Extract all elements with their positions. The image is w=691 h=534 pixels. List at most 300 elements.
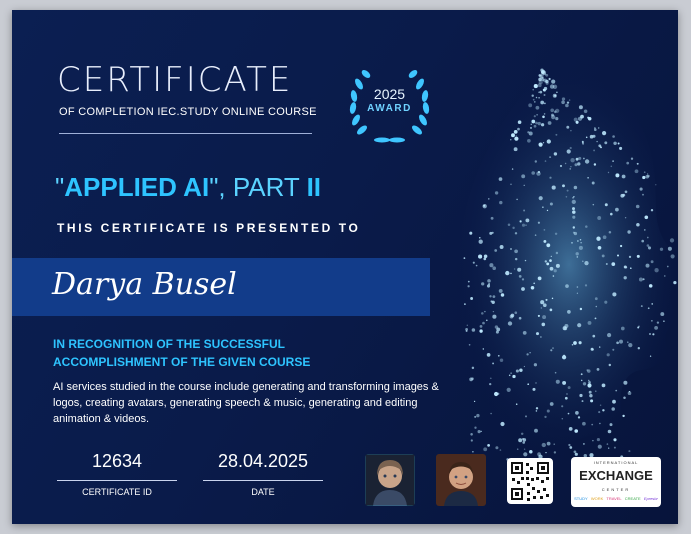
particle-dot [481, 282, 484, 285]
particle-dot [542, 443, 546, 447]
particle-dot [654, 326, 658, 330]
particle-dot [586, 369, 588, 371]
particle-dot [479, 237, 481, 239]
particle-dot [598, 445, 602, 449]
particle-dot [523, 331, 527, 335]
particle-dot [542, 323, 546, 327]
particle-dot [476, 414, 479, 417]
particle-dot [610, 213, 613, 216]
particle-dot [478, 430, 481, 433]
particle-dot [579, 341, 582, 344]
particle-dot [536, 114, 538, 116]
particle-dot [612, 292, 616, 296]
particle-dot [568, 413, 570, 415]
particle-dot [590, 399, 593, 402]
particle-dot [639, 278, 643, 282]
particle-dot [581, 373, 583, 375]
particle-dot [565, 104, 569, 108]
particle-dot [565, 284, 569, 288]
particle-dot [670, 238, 674, 242]
particle-dot [648, 246, 651, 249]
particle-dot [498, 355, 500, 357]
particle-dot [607, 443, 609, 445]
particle-dot [507, 388, 511, 392]
particle-dot [572, 200, 576, 204]
recognition-line-2: ACCOMPLISHMENT OF THE GIVEN COURSE [53, 355, 311, 369]
particle-dot [547, 442, 551, 446]
particle-dot [583, 158, 585, 160]
particle-dot [536, 407, 538, 409]
particle-dot [467, 285, 469, 287]
particle-dot [617, 254, 619, 256]
course-title [55, 172, 321, 203]
particle-dot [599, 346, 600, 347]
particle-dot [576, 252, 579, 255]
particle-dot [545, 260, 547, 262]
particle-dot [573, 196, 574, 197]
particle-dot [543, 303, 547, 307]
particle-dot [499, 177, 503, 181]
particle-dot [605, 203, 608, 206]
particle-dot [517, 128, 520, 131]
particle-dot [609, 364, 611, 366]
particle-dot [647, 173, 648, 174]
particle-dot [490, 377, 492, 379]
particle-dot [470, 297, 473, 300]
particle-dot [552, 347, 554, 349]
particle-dot [542, 116, 545, 119]
particle-dot [515, 135, 516, 136]
particle-dot [538, 222, 540, 224]
particle-dot [619, 147, 622, 150]
particle-dot [534, 125, 537, 128]
particle-dot [602, 409, 604, 411]
particle-dot [518, 438, 522, 442]
particle-dot [607, 353, 610, 356]
particle-dot [527, 383, 529, 385]
particle-dot [562, 418, 563, 419]
logo-tag: WORK [590, 496, 604, 501]
particle-dot [625, 217, 626, 218]
particle-dot [564, 327, 567, 330]
particle-dot [544, 94, 546, 96]
particle-dot [495, 446, 498, 449]
particle-dot [585, 159, 589, 163]
particle-dot [488, 283, 490, 285]
particle-dot [542, 206, 543, 207]
particle-dot [572, 344, 574, 346]
particle-dot [509, 375, 511, 377]
particle-dot [556, 380, 560, 384]
divider [59, 133, 312, 134]
particle-dot [568, 444, 570, 446]
particle-dot [533, 282, 535, 284]
particle-dot [638, 325, 640, 327]
particle-dot [580, 242, 581, 243]
particle-dot [599, 423, 600, 424]
particle-dot [529, 352, 530, 353]
particle-dot [482, 322, 485, 325]
particle-dot [489, 295, 491, 297]
particle-dot [593, 204, 595, 206]
particle-dot [556, 92, 558, 94]
particle-dot [573, 232, 575, 234]
particle-dot [547, 409, 550, 412]
particle-dot [553, 275, 555, 277]
particle-dot [566, 126, 569, 129]
particle-dot [492, 266, 496, 270]
particle-dot [492, 315, 496, 319]
particle-dot [515, 232, 517, 234]
particle-dot [521, 287, 525, 291]
particle-dot [596, 306, 598, 308]
particle-dot [667, 266, 669, 268]
particle-dot [531, 286, 535, 290]
particle-dot [550, 202, 553, 205]
particle-dot [609, 231, 612, 234]
particle-dot [588, 381, 591, 384]
particle-dot [561, 100, 565, 104]
particle-dot [472, 451, 474, 453]
particle-dot [589, 391, 592, 394]
particle-dot [510, 139, 511, 140]
particle-dot [620, 194, 624, 198]
particle-dot [615, 390, 617, 392]
particle-dot [546, 82, 549, 85]
particle-dot [499, 289, 503, 293]
particle-dot [500, 422, 504, 426]
particle-dot [592, 440, 594, 442]
particle-dot [535, 160, 537, 162]
particle-dot [508, 321, 512, 325]
particle-dot [592, 182, 595, 185]
particle-dot [550, 267, 554, 271]
logo-tag: STUDY [574, 496, 588, 501]
particle-dot [469, 378, 473, 382]
particle-dot [582, 422, 586, 426]
particle-dot [642, 176, 645, 179]
particle-dot [584, 261, 588, 265]
particle-dot [535, 122, 538, 125]
particle-dot [552, 298, 553, 299]
particle-dot [611, 166, 613, 168]
particle-dot [584, 110, 588, 114]
particle-dot [647, 244, 650, 247]
particle-dot [648, 307, 650, 309]
particle-dot [595, 297, 598, 300]
particle-dot [550, 108, 554, 112]
certificate-card [12, 10, 678, 524]
particle-dot [575, 411, 579, 415]
ai-woman-avatar-icon [365, 454, 415, 506]
particle-dot [523, 452, 527, 456]
particle-dot [595, 317, 597, 319]
particle-dot [484, 311, 485, 312]
particle-dot [635, 169, 639, 173]
particle-dot [512, 227, 514, 229]
particle-dot [483, 447, 487, 451]
particle-dot [598, 411, 600, 413]
course-description: AI services studied in the course include generating and transforming images & logos, creating avatars, generating speech & music, generating and editing animation & videos. [53, 381, 439, 425]
award-label: AWARD [367, 103, 412, 114]
particle-dot [540, 300, 544, 304]
particle-dot [545, 74, 548, 77]
particle-dot [612, 135, 615, 138]
particle-dot [539, 143, 543, 147]
particle-dot [574, 429, 578, 433]
particle-dot [574, 163, 577, 166]
particle-dot [567, 149, 571, 153]
particle-dot [536, 410, 538, 412]
particle-dot [548, 121, 552, 125]
course-part: II [306, 172, 322, 202]
particle-dot [579, 246, 583, 250]
particle-dot [562, 97, 565, 100]
particle-dot [631, 158, 633, 160]
particle-dot [492, 232, 494, 234]
particle-dot [531, 124, 533, 126]
particle-dot [577, 286, 579, 288]
particle-dot [593, 149, 595, 151]
particle-dot [505, 271, 509, 275]
particle-dot [570, 158, 574, 162]
particle-dot [499, 201, 502, 204]
particle-dot [542, 315, 546, 319]
award-year: 2025 [373, 86, 406, 102]
particle-dot [519, 275, 522, 278]
particle-dot [555, 233, 557, 235]
particle-dot [622, 415, 624, 417]
particle-dot [469, 344, 471, 346]
particle-dot [524, 366, 525, 367]
particle-dot [525, 260, 526, 261]
particle-dot [543, 89, 545, 91]
particle-dot [602, 131, 606, 135]
particle-dot [651, 303, 653, 305]
particle-dot [544, 229, 546, 231]
particle-dot [636, 205, 640, 209]
particle-dot [625, 190, 628, 193]
particle-dot [535, 382, 536, 383]
particle-dot [612, 160, 614, 162]
particle-dot [532, 388, 535, 391]
particle-dot [570, 166, 571, 167]
course-name: APPLIED AI [64, 172, 210, 202]
particle-dot [577, 240, 579, 242]
particle-dot [615, 208, 619, 212]
particle-dot [473, 262, 475, 264]
particle-dot [550, 84, 554, 88]
particle-dot [538, 315, 540, 317]
particle-dot [527, 139, 531, 143]
particle-dot [525, 225, 526, 226]
particle-dot [644, 215, 648, 219]
particle-dot [487, 284, 490, 287]
particle-dot [510, 273, 512, 275]
particle-dot [496, 327, 500, 331]
particle-dot [618, 143, 620, 145]
qr-code-icon[interactable] [507, 458, 553, 504]
particle-dot [575, 453, 578, 456]
particle-dot [574, 186, 578, 190]
particle-dot [585, 284, 587, 286]
certificate-subtitle: OF COMPLETION IEC.STUDY ONLINE COURSE [59, 106, 317, 118]
particle-dot [627, 230, 630, 233]
particle-dot [554, 269, 557, 272]
particle-dot [514, 130, 518, 134]
particle-dot [578, 157, 581, 160]
particle-dot [474, 401, 475, 402]
particle-dot [596, 141, 597, 142]
recognition-text [53, 335, 373, 371]
particle-dot [621, 327, 625, 331]
particle-dot [526, 353, 528, 355]
particle-dot [524, 185, 525, 186]
particle-dot [489, 263, 493, 267]
particle-dot [660, 312, 664, 316]
particle-dot [651, 320, 652, 321]
logo-tags [571, 496, 661, 501]
particle-dot [572, 216, 575, 219]
particle-dot [551, 80, 555, 84]
certificate-title: CERTIFICATE [57, 60, 293, 100]
particle-dot [556, 252, 558, 254]
particle-dot [569, 427, 573, 431]
particle-dot [650, 356, 651, 357]
particle-dot [493, 295, 496, 298]
particle-dot [516, 199, 518, 201]
particle-dot [550, 349, 552, 351]
particle-dot [547, 139, 551, 143]
particle-dot [549, 156, 551, 158]
particle-dot [474, 427, 476, 429]
particle-dot [490, 300, 492, 302]
particle-dot [551, 114, 554, 117]
particle-dot [579, 105, 583, 109]
particle-dot [544, 416, 546, 418]
particle-dot [628, 450, 630, 452]
particle-dot [611, 407, 615, 411]
particle-dot [483, 348, 484, 349]
particle-dot [469, 232, 472, 235]
particle-dot [549, 259, 552, 262]
particle-dot [500, 359, 503, 362]
particle-dot [536, 97, 538, 99]
particle-dot [552, 186, 556, 190]
particle-dot [615, 173, 619, 177]
particle-dot [608, 430, 612, 434]
particle-dot [664, 275, 665, 276]
particle-dot [464, 257, 466, 259]
particle-dot [587, 117, 589, 119]
particle-dot [538, 83, 542, 87]
particle-dot [510, 248, 512, 250]
particle-dot [597, 368, 600, 371]
particle-dot [595, 391, 596, 392]
particle-dot [550, 309, 553, 312]
particle-dot [570, 130, 572, 132]
logo-line-1: INTERNATIONAL [593, 460, 639, 465]
particle-dot [651, 209, 653, 211]
particle-dot [538, 122, 541, 125]
particle-dot [537, 452, 541, 456]
particle-dot [533, 99, 535, 101]
particle-dot [644, 229, 646, 231]
particle-dot [587, 383, 591, 387]
particle-dot [547, 210, 548, 211]
particle-dot [543, 79, 547, 83]
particle-dot [529, 132, 533, 136]
particle-dot [592, 335, 595, 338]
particle-dot [541, 307, 542, 308]
particle-dot [582, 400, 584, 402]
particle-dot [465, 328, 468, 331]
particle-dot [612, 349, 614, 351]
particle-dot [468, 281, 470, 283]
particle-dot [623, 381, 627, 385]
particle-dot [534, 115, 536, 117]
particle-dot [517, 448, 519, 450]
particle-dot [597, 216, 601, 220]
particle-dot [589, 394, 592, 397]
particle-dot [657, 321, 659, 323]
particle-dot [614, 447, 616, 449]
particle-dot [488, 198, 489, 199]
particle-dot [560, 165, 562, 167]
particle-dot [612, 400, 616, 404]
particle-dot [486, 319, 488, 321]
particle-dot [608, 448, 609, 449]
particle-dot [481, 431, 482, 432]
particle-dot [596, 237, 600, 241]
date-underline [203, 480, 323, 481]
particle-dot [630, 267, 632, 269]
particle-dot [516, 369, 519, 372]
particle-dot [489, 383, 491, 385]
logo-tag: TRAVEL [606, 496, 622, 501]
particle-dot [566, 196, 568, 198]
particle-dot [641, 305, 643, 307]
particle-dot [562, 355, 566, 359]
particle-dot [550, 402, 554, 406]
particle-dot [620, 245, 622, 247]
particle-dot [530, 127, 532, 129]
particle-dot [567, 101, 569, 103]
particle-dot [541, 123, 544, 126]
particle-dot [490, 413, 492, 415]
particle-dot [500, 245, 504, 249]
particle-dot [573, 226, 575, 228]
particle-dot [555, 117, 558, 120]
particle-dot [554, 444, 555, 445]
particle-dot [555, 134, 557, 136]
particle-dot [554, 451, 556, 453]
particle-dot [510, 184, 512, 186]
particle-dot [594, 127, 596, 129]
particle-dot [492, 362, 494, 364]
particle-dot [532, 89, 534, 91]
ai-man-avatar-icon [436, 454, 486, 506]
particle-dot [523, 210, 525, 212]
particle-dot [539, 196, 543, 200]
particle-dot [625, 266, 627, 268]
particle-dot [580, 308, 582, 310]
particle-dot [484, 255, 488, 259]
particle-dot [540, 76, 543, 79]
particle-dot [512, 375, 515, 378]
particle-dot [521, 174, 525, 178]
particle-dot [514, 147, 518, 151]
